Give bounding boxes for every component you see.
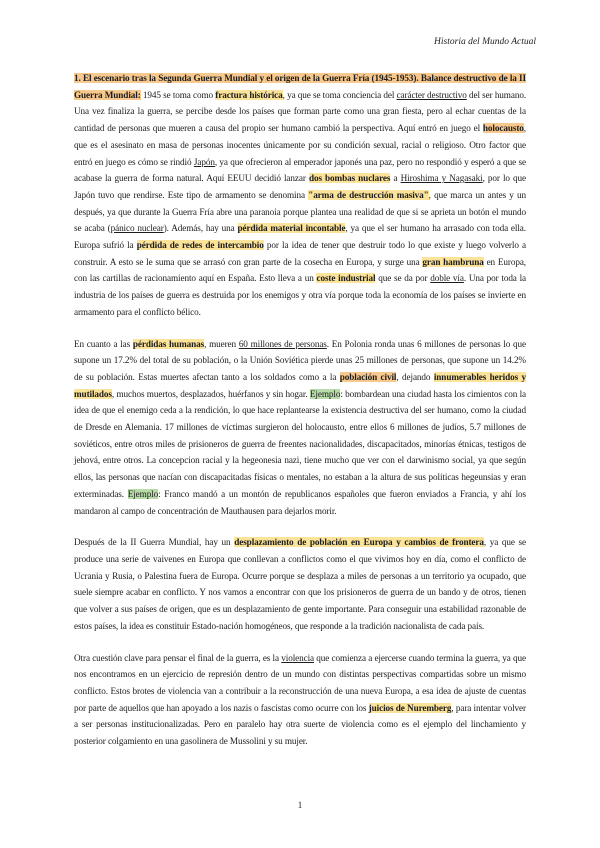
running-header: Historia del Mundo Actual <box>434 37 536 47</box>
text-run: . Una por toda la industria de los países de guerra es destruida por los enemigos y otra vía porque toda la economía de los países se invierte en armamento para el conflicto bélico. <box>74 273 527 317</box>
underlined-text: violencia <box>281 652 315 663</box>
page-number: 1 <box>297 800 303 810</box>
text-run: , ya que el ser humano ha arrasado con toda ella. Europa sufrió la <box>74 223 526 251</box>
text-run: a <box>390 173 401 184</box>
highlighted-text: innumerables heridos y mutilados <box>74 371 526 399</box>
text-run: del ser humano. Una vez finaliza la guerra, se percibe desde los países que forman parte como una gran fiesta, pero al echar cuentas de la cantidad de personas que mueren a causa del propio ser humano cambió la perspectiva. Aquí entró en juego el <box>74 89 527 134</box>
text-run: 1945 se toma como <box>140 89 216 100</box>
underlined-text: carácter destructivo <box>396 89 467 100</box>
text-run: , ya que se toma conciencia del <box>282 89 397 100</box>
text-run: que se da por <box>375 273 431 284</box>
underlined-text: Hiroshima y Nagasaki <box>400 173 483 184</box>
underlined-text: 60 millones de personas <box>238 338 327 349</box>
highlighted-text: pérdidas humanas <box>132 338 205 349</box>
text-run: : Franco mandó a un montón de republicanos españoles que fueron enviados a Francia, y ahí los mandaron al campo de concentración de Mauthausen para dejarlos morir. <box>74 488 526 516</box>
example-label: Ejemplo <box>127 488 159 499</box>
text-run: , que marca un antes y un después, ya que durante la Guerra Fría abre una paranoia porque plantea una realidad de que si se aprieta un botón el mundo se acaba ( <box>74 189 526 234</box>
text-run: En cuanto a las <box>74 338 133 349</box>
text-run: , mueren <box>204 338 239 349</box>
text-run: por la idea de tener que destruir todo lo que existe y luego volverlo a construir. A esto se le suma que se arrasó con gran parte de la cosecha en Europa, y surge una <box>74 240 526 267</box>
example-label: Ejemplo <box>309 388 341 399</box>
text-run: , que es el asesinato en masa de personas inocentes únicamente por su condición sexual, racial o religioso. Otro factor que entró en juego es cómo se rindió <box>74 123 526 167</box>
highlighted-text: pérdida material incontable <box>237 223 346 234</box>
text-run: Otra cuestión clave para pensar el final de la guerra, es la <box>74 652 282 663</box>
paragraph-2 <box>74 336 526 520</box>
text-run: , muchos muertos, desplazados, huérfanos y sin hogar. <box>111 388 310 399</box>
underlined-text: pánico nuclear <box>110 223 164 234</box>
text-run: en Europa, con las cartillas de racionamiento aquí en España. Esto lleva a un <box>74 256 527 284</box>
highlighted-text: holocausto <box>482 123 524 134</box>
text-run: , ya que ofrecieron al emperador japonés una paz, pero no respondió y esperó a que se acabase la guerra de forma natural. Aquí EEUU decidió lanzar <box>74 156 526 184</box>
text-run: , ya que se produce una serie de vaivenes en Europa que conllevan a conflictos como el que vivimos hoy en día, como el conflicto de Ucrania y Rusia, o Palestina fuera de Europa. Ocurre porque se desplaza a miles de personas a un territorio ya ocupado, que suele siempre acabar en conflicto. Y nos vamos a encontrar con que los prisioneros de guerra de un bando y de otros, tienen que volver a sus países de origen, que es un desplazamiento de gente importante. Para conseguir una estabilidad razonable de estos países, la idea es constituir Estado-nación homogéneos, que responde a la tradición nacionalista de cada país. <box>74 537 527 631</box>
highlighted-text: juicios de Nuremberg <box>368 702 452 713</box>
text-run: , para intentar volver a ser personas institucionalizadas. Pero en paralelo hay otra suerte de violencia como es el ejemplo del linchamiento y posterior colgamiento en una gasolinera de Mussolini y su mujer. <box>74 702 526 747</box>
text-run: ). Además, hay una <box>163 223 238 234</box>
text-run: que comienza a ejercerse cuando termina la guerra, ya que nos encontramos en un ejercicio de represión dentro de un mundo con distintas perspectivas compartidas sobre un mismo conflicto. Estos brotes de violencia van a contribuir a la reconstrucción de una nueva Europa, a esa idea de ajuste de cuentas por parte de aquellos que han apoyado a los nazis o fascistas como ocurre con los <box>74 652 527 713</box>
highlighted-text: "arma de destrucción masiva" <box>308 189 429 200</box>
document-body <box>74 70 526 765</box>
paragraph-3 <box>74 534 526 634</box>
text-run: , dejando <box>396 371 434 382</box>
highlighted-text: desplazamiento de población en Europa y cambios de frontera <box>234 537 484 548</box>
paragraph-4 <box>74 650 526 750</box>
paragraph-1 <box>74 70 526 321</box>
highlighted-text: dos bombas nuclares <box>308 173 391 184</box>
highlighted-text: 1. El escenario tras la Segunda Guerra Mundial y el origen de la Guerra Fría (1945-1953). Balance destructivo de la II Guerra Mundial: <box>74 73 526 100</box>
text-run: , por lo que Japón tuvo que rendirse. Este tipo de armamento se denomina <box>74 173 526 200</box>
underlined-text: Japón <box>193 156 215 167</box>
highlighted-text: fractura histórica <box>215 89 283 100</box>
text-run: : bombardean una ciudad hasta los cimientos con la idea de que el enemigo ceda a la rendición, lo que hace replantearse la existencia destructiva del ser humano, como la ciudad de Dresde en Alemania. 17 millones de víctimas surgieron del holocausto, entre ellos 6 millones de judíos, 5.7 millones de soviéticos, entre otros miles de prisioneros de guerra de freentes nacionalidades, discapacitados, minorías étnicas, testigos de jehová, entre otros. La concepcion racial y la hegeonesia nazi, tiene mucho que ver con el darwinismo social, ya que según ellos, las personas que nacían con discapacitadas físicas o mentales, no estaban a la altura de sus políticas hegeunsias y eran exterminadas. <box>74 388 526 499</box>
text-run: . En Polonia ronda unas 6 millones de personas lo que supone un 17.2% del total de su población, o la Unión Soviética pierde unas 25 millones de personas, que supone un 14.2% de su población. Estas muertes afectan tanto a los soldados como a la <box>74 338 526 382</box>
underlined-text: doble vía <box>430 273 464 284</box>
highlighted-text: gran hambruna <box>422 256 484 267</box>
highlighted-text: coste industrial <box>316 273 376 284</box>
text-run: Después de la II Guerra Mundial, hay un <box>74 537 235 548</box>
highlighted-text: pérdida de redes de intercambio <box>136 240 264 251</box>
highlighted-text: población civil <box>339 371 397 382</box>
